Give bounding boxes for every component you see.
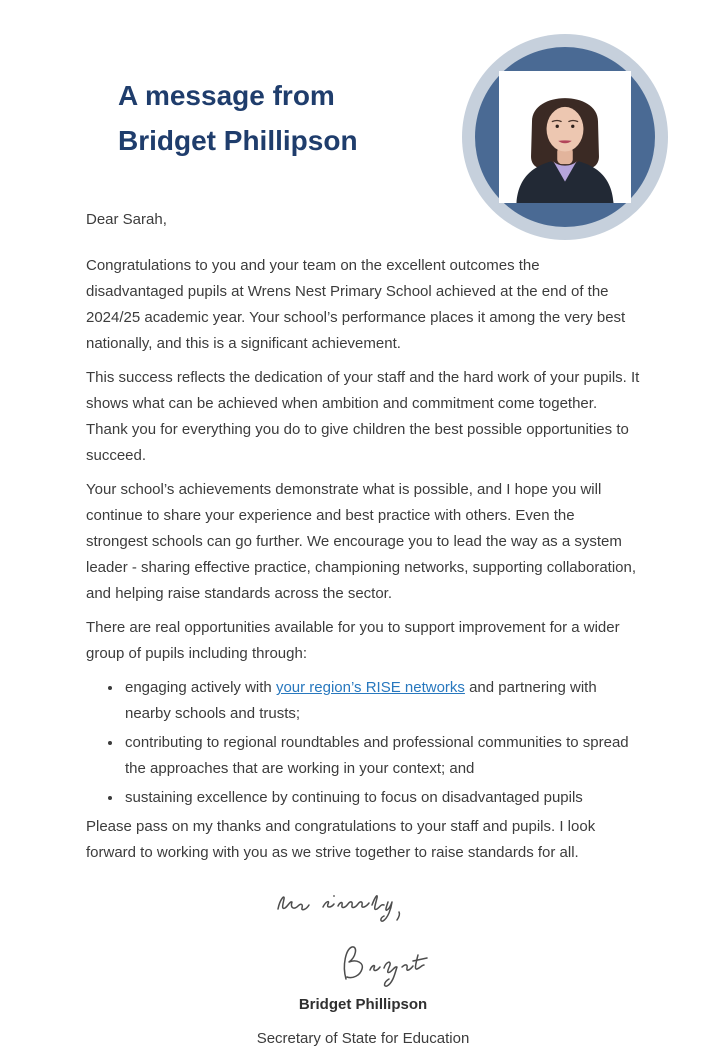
signature-title: Secretary of State for Education bbox=[256, 1030, 470, 1047]
list-item bbox=[123, 730, 640, 782]
bullet-text-pre: engaging actively with bbox=[125, 679, 276, 696]
signature-name: Bridget Phillipson bbox=[298, 996, 428, 1013]
handwritten-signoff bbox=[268, 885, 443, 925]
title-line-1: A message from bbox=[118, 80, 335, 111]
portrait-illustration bbox=[499, 71, 631, 203]
rise-networks-link[interactable]: your region’s RISE networks bbox=[275, 679, 465, 696]
title-line-2: Bridget Phillipson bbox=[118, 125, 358, 156]
paragraph-congratulations: Congratulations to you and your team on the excellent outcomes the disadvantaged pupils at Wrens Nest Primary School achieved at the end of the 2024/25 academic year. Your school’s performance places it among the very best nationally, and this is a significant achievement. bbox=[86, 257, 626, 352]
list-item bbox=[123, 675, 640, 727]
letter-body bbox=[0, 207, 724, 1060]
opportunities-list bbox=[86, 675, 640, 811]
bullet-text: sustaining excellence by continuing to focus on disadvantaged pupils bbox=[125, 789, 583, 806]
list-item bbox=[123, 785, 640, 811]
portrait-photo-frame bbox=[499, 71, 631, 203]
signature-block bbox=[86, 885, 640, 1060]
portrait-photo bbox=[462, 34, 668, 240]
paragraph-achievements: Your school’s achievements demonstrate what is possible, and I hope you will continue to share your experience and best practice with others. Even the strongest schools can go further. We encourage you to lead the way as a system leader - sharing effective practice, championing networks, supporting collaboration, and helping raise standards across the sector. bbox=[86, 481, 637, 602]
closing-paragraph: Please pass on my thanks and congratulations to your staff and pupils. I look forward to working with you as we strive together to raise standards for all. bbox=[86, 818, 596, 861]
letter-header bbox=[0, 0, 724, 207]
page-title bbox=[118, 73, 358, 163]
paragraph-success: This success reflects the dedication of your staff and the hard work of your pupils. It shows what can be achieved when ambition and commitment come together. Thank you for everything you do to give children the best possible opportunities to succeed. bbox=[86, 369, 640, 464]
bullet-text: contributing to regional roundtables and professional communities to spread the approaches that are working in your context; and bbox=[125, 734, 629, 777]
bullet-text-post: and partnering with nearby schools and trusts; bbox=[125, 679, 597, 722]
opportunities-intro: There are real opportunities available for you to support improvement for a wider group of pupils including through: bbox=[86, 619, 620, 662]
salutation: Dear Sarah, bbox=[86, 211, 167, 228]
handwritten-signature bbox=[328, 937, 438, 992]
